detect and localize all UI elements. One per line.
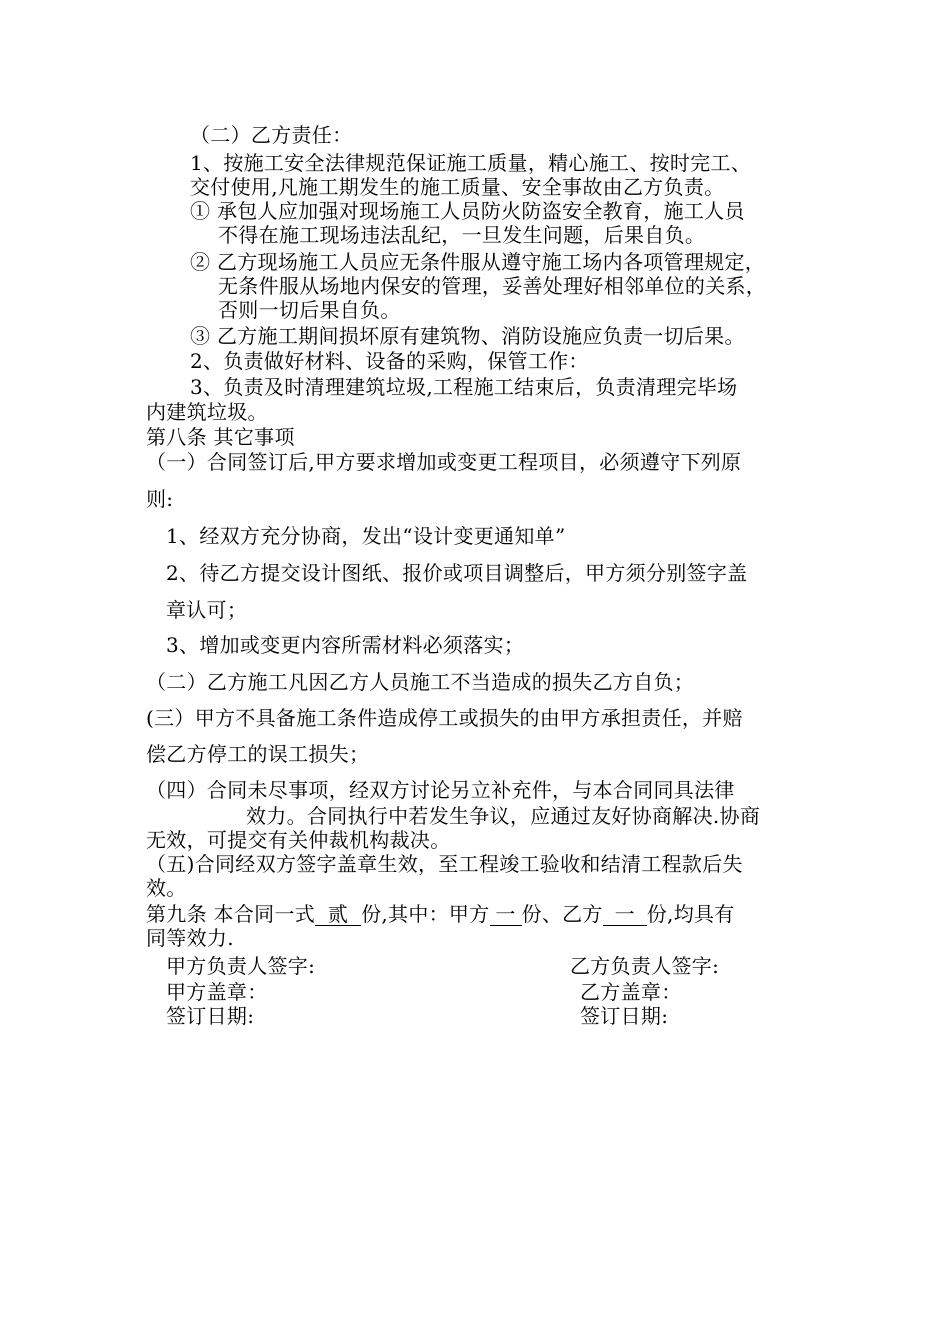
article9-mid2: 份、乙方 <box>521 902 603 926</box>
party-a-signature-label: 甲方负责人签字: <box>166 954 316 978</box>
party-b-item3-line2: 内建筑垃圾。 <box>146 400 268 424</box>
party-b-item1-line2: 交付使用,凡施工期发生的施工质量、安全事故由乙方负责。 <box>190 175 725 199</box>
article8-p2: （二）乙方施工凡因乙方人员施工不当造成的损失乙方自负； <box>146 670 695 694</box>
copies-party-b-blank: 一 <box>603 903 647 926</box>
party-b-item1-line1: 1、按施工安全法律规范保证施工质量，精心施工、按时完工、 <box>190 151 752 175</box>
party-b-signature-label: 乙方负责人签字: <box>570 954 720 978</box>
article9-mid1: 份,其中：甲方 <box>361 902 490 926</box>
article8-p1-item2-line2: 章认可； <box>166 598 248 622</box>
section-heading-party-b: （二）乙方责任： <box>190 123 353 147</box>
party-a-seal-label: 甲方盖章： <box>166 980 268 1004</box>
party-b-seal-label: 乙方盖章： <box>580 980 682 1004</box>
party-b-sub2-line3: 否则一切后果自负。 <box>218 298 401 322</box>
article8-p1-item3: 3、增加或变更内容所需材料必须落实； <box>166 633 525 657</box>
party-b-sub2-line2: 无条件服从场地内保安的管理，妥善处理好相邻单位的关系， <box>218 274 767 298</box>
party-b-date-label: 签订日期: <box>580 1004 669 1028</box>
party-b-sub1-line2: 不得在施工现场违法乱纪，一旦发生问题，后果自负。 <box>218 223 706 247</box>
article8-p4-line2: 效力。合同执行中若发生争议，应通过友好协商解决.协商 <box>246 804 761 828</box>
article8-p4-line3: 无效，可提交有关仲裁机构裁决。 <box>146 828 451 852</box>
party-b-sub1-line1: ① 承包人应加强对现场施工人员防火防盗安全教育，施工人员 <box>190 199 745 223</box>
article8-title: 第八条 其它事项 <box>146 425 295 449</box>
article8-p5-line2: 效。 <box>146 876 187 900</box>
article8-p1-item1: 1、经双方充分协商，发出“设计变更通知单” <box>166 524 566 548</box>
article9-line2: 同等效力. <box>146 926 234 950</box>
party-b-sub3-line1: ③ 乙方施工期间损坏原有建筑物、消防设施应负责一切后果。 <box>190 324 745 348</box>
party-b-item3-line1: 3、负责及时清理建筑垃圾,工程施工结束后，负责清理完毕场 <box>190 375 738 399</box>
article8-p3-line2: 偿乙方停工的误工损失； <box>146 742 370 766</box>
article8-p4-line1: （四）合同未尽事项，经双方讨论另立补充件，与本合同同具法律 <box>146 778 735 802</box>
article8-p5-line1: （五)合同经双方签字盖章生效，至工程竣工验收和结清工程款后失 <box>146 852 743 876</box>
article8-p3-line1: (三）甲方不具备施工条件造成停工或损失的由甲方承担责任，并赔 <box>146 706 743 730</box>
article9-line1 <box>146 902 735 926</box>
copies-total-blank: 贰 <box>315 903 361 926</box>
article9-prefix: 第九条 本合同一式 <box>146 902 316 926</box>
party-b-sub2-line1: ② 乙方现场施工人员应无条件服从遵守施工场内各项管理规定， <box>190 250 766 274</box>
article8-p1-item2-line1: 2、待乙方提交设计图纸、报价或项目调整后，甲方须分别签字盖 <box>166 561 748 585</box>
article9-suffix: 份,均具有 <box>646 902 735 926</box>
article8-p1-line2: 则: <box>146 487 174 511</box>
article8-p1-line1: （一）合同签订后,甲方要求增加或变更工程项目，必须遵守下列原 <box>146 450 742 474</box>
party-a-date-label: 签订日期: <box>166 1004 255 1028</box>
party-b-item2: 2、负责做好材料、设备的采购，保管工作： <box>190 349 589 373</box>
copies-party-a-blank: 一 <box>490 903 522 926</box>
